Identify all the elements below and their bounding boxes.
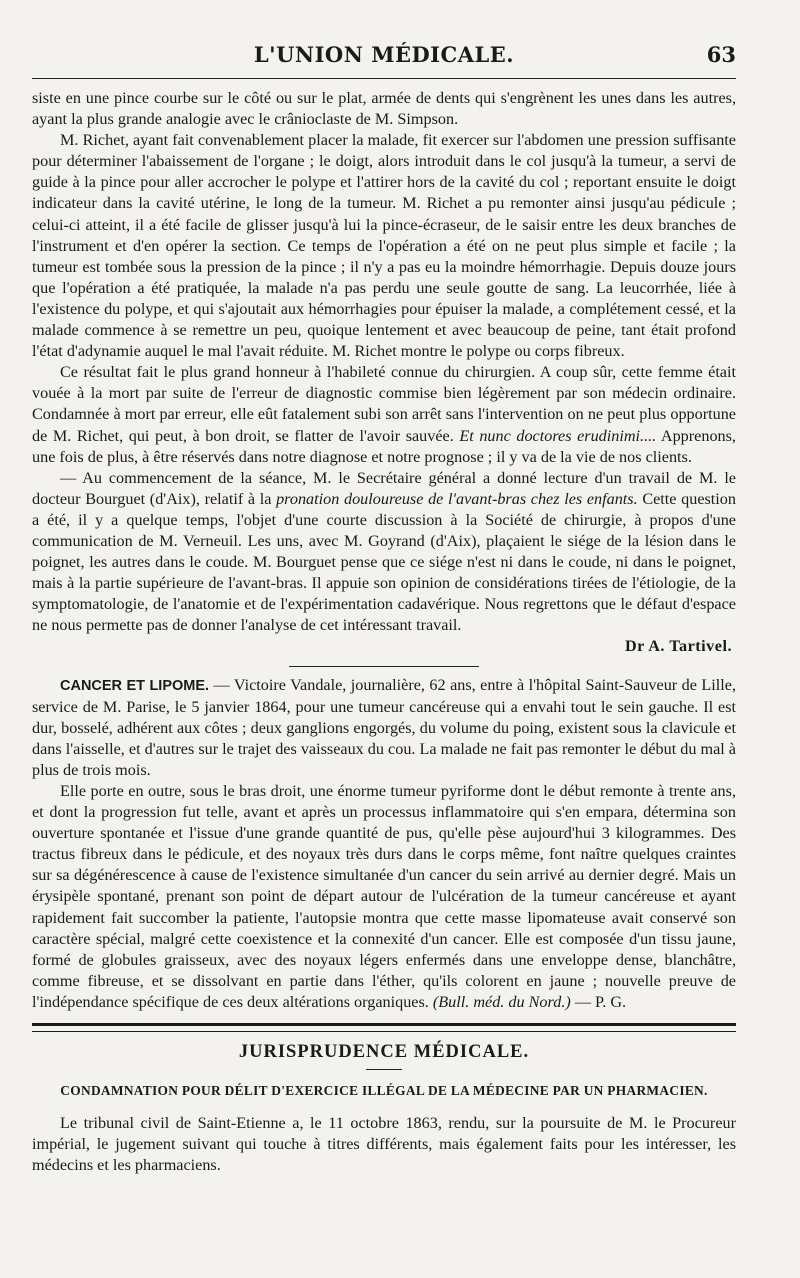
text-run: Cette question a été, il y a quelque temps, l'objet d'une courte discussion à la Société de chirurgie, à propos d'une communication de M. Verneuil. Les uns, avec M. Goyrand (d'Aix), plaçaient le siége de la lésion dans le poignet, les autres dans le coude. M. Bourguet pense que ce siége n'est ni dans le coude, ni dans le poignet, mais à la partie supérieure de l'avant-bras. Il appuie son opinion de considérations tirées de l'étiologie, de la symptomatologie, de l'anatomie et de l'expérimentation cadavérique. Nous regrettons que le défaut d'espace ne nous permette pas de donner l'analyse de cet intéressant travail.	[32, 489, 736, 635]
section-title: JURISPRUDENCE MÉDICALE.	[238, 1042, 530, 1063]
text-run: Apprenons, une fois de plus, à être réservés dans notre diagnose et notre prognose ; il y va de la vie de nos clients.	[32, 426, 736, 466]
paragraph: M. Richet, ayant fait convenablement placer la malade, fit exercer sur l'abdomen une pression suffisante pour déterminer l'abaissement de l'organe ; le doigt, alors introduit dans le col jusqu'à la tumeur, a servi de guide à la pince pour aller accrocher le polype et l'attirer hors de la cavité du col ; reportant ensuite le doigt indicateur dans la cavité utérine, le long de la tumeur. M. Richet a pu remonter ainsi jusqu'au pédicule ; celui-ci atteint, il a été facile de glisser jusqu'à lui la pince-écraseur, de le saisir entre les deux branches de l'instrument et d'en opérer la section. Ce temps de l'opération a été on ne peut plus simple et facile ; la tumeur est tombée sous la pression de la pince ; il n'y a pas eu la moindre hémorrhagie. Depuis douze jours que l'opération a été pratiquée, la malade n'a pas perdu une seule goutte de sang. La leucorrhée, liée à l'existence du polype, et qui s'ajoutait aux hémorrhagies pour épuiser la malade, a complétement cessé, et la malade commence à se remettre un peu, quoique lentement et avec beaucoup de peine, tant était profond l'état d'adynamie auquel le mal l'avait réduite. M. Richet montre le polype ou corps fibreux.	[32, 131, 736, 361]
paragraph: Le tribunal civil de Saint-Etienne a, le 11 octobre 1863, rendu, sur la poursuite de M. le Procureur impérial, le jugement suivant qui touche à titres différents, mais également faits pour les intéresser, les médecins et les pharmaciens.	[32, 1114, 736, 1175]
section-subtitle: CONDAMNATION POUR DÉLIT D'EXERCICE ILLÉGAL DE LA MÉDECINE PAR UN PHARMACIEN.	[60, 1083, 708, 1099]
paragraph	[32, 362, 736, 467]
text-run: — P. G.	[570, 992, 627, 1011]
paragraph: siste en une pince courbe sur le côté ou sur le plat, armée de dents qui s'engrènent les unes dans les autres, ayant la plus grande analogie avec le crânioclaste de M. Simpson.	[32, 89, 736, 129]
paragraph	[32, 675, 736, 781]
paragraph	[32, 781, 736, 1013]
work-title: pronation douloureuse de l'avant-bras chez les enfants.	[276, 489, 638, 508]
article-lead: CANCER ET LIPOME.	[60, 677, 210, 694]
page-body	[32, 88, 736, 1177]
source-citation: (Bull. méd. du Nord.)	[432, 992, 571, 1011]
text-run: Ce résultat fait le plus grand honneur à l'habileté connue du chirurgien. A coup sûr, cette femme était vouée à la mort par suite de l'erreur de diagnostic commise bien légèrement par son médecin ordinaire. Condamnée à mort par erreur, elle eût fatalement subi son arrêt sans l'intervention on ne peut plus opportune de M. Richet, qui peut, à bon droit, se flatter de l'avoir sauvée.	[32, 363, 736, 445]
separator-rule	[289, 666, 479, 667]
page-number: 63	[706, 42, 736, 67]
section-divider	[32, 1023, 736, 1032]
journal-title: L'UNION MÉDICALE.	[253, 42, 515, 67]
text-run: Elle porte en outre, sous le bras droit, une énorme tumeur pyriforme dont le début remonte à trente ans, et dont la progression fut telle, avant et après un processus inflammatoire qui s'en empara, détermina son ouverture spontanée et l'issue d'une grande quantité de pus, qu'elle pèse aujourd'hui 3 kilogrammes. Des tractus fibreux dans le pédicule, et des noyaux très durs dans le corps même, font naître quelques craintes sur sa dégénérescence à cause de l'existence simultanée d'un cancer du sein arrivé au dernier degré. Mais un érysipèle spontané, prenant son point de départ autour de l'ulcération de la tumeur cancéreuse et ayant rapidement fait succomber la patiente, l'autopsie montra que cette masse lipomateuse avait conservé son caractère spécial, malgré cette coexistence et la connexité d'un cancer. Elle est composée d'un tissu jaune, formé de globules graisseux, avec des noyaux légers enfermés dans une enveloppe dense, blanchâtre, comme fibreuse, et se dissolvant en partie dans l'éther, qu'ils colorent en jaune ; nouvelle preuve de l'indépendance spécifique de ces deux altérations organiques.	[32, 782, 736, 1011]
paragraph	[32, 468, 736, 637]
text-run: — Victoire Vandale, journalière, 62 ans, entre à l'hôpital Saint-Sauveur de Lille, service de M. Parise, le 5 janvier 1864, pour une tumeur cancéreuse qui a envahi tout le sein gauche. Il est dur, bosselé, adhérent aux côtes ; deux ganglions engorgés, du volume du poing, existent sous la clavicule et dans l'aisselle, et d'autres sur le trajet des vaisseaux du cou. La malade ne fait pas remonter le début du mal à plus de trois mois.	[32, 675, 737, 779]
latin-quote: Et nunc doctores erudinimi....	[459, 426, 657, 445]
text-run: — Au commencement de la séance, M. le Secrétaire général a donné lecture d'un travail de M. le docteur Bourguet (d'Aix), relatif à la	[32, 468, 736, 508]
separator-rule	[366, 1069, 402, 1070]
running-header	[32, 38, 736, 79]
author-signature: Dr A. Tartivel.	[624, 637, 732, 656]
